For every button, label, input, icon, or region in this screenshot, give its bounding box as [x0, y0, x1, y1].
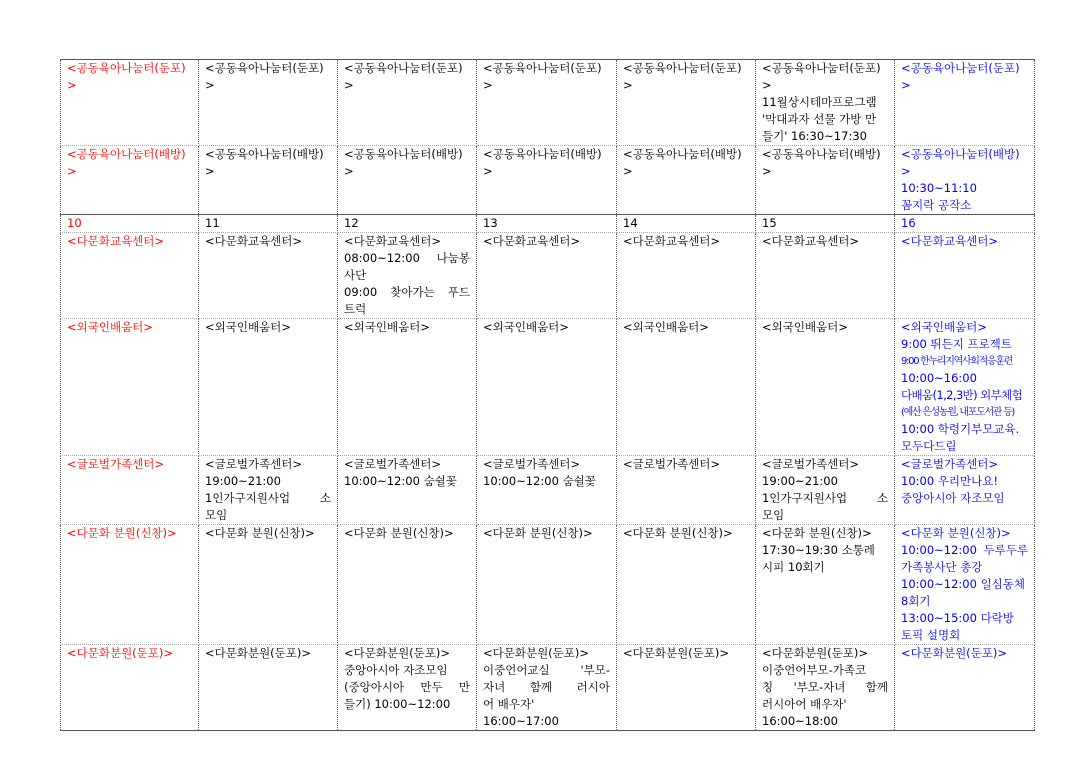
event-text: 가족봉사단 총강	[901, 560, 983, 574]
cell-monday	[199, 60, 338, 146]
cell-saturday	[895, 215, 1035, 233]
cell-heading: 16	[901, 216, 916, 230]
date-row	[61, 215, 1035, 233]
cell-heading: <공동육아나눔터(배방)>	[205, 147, 324, 178]
cell-thursday	[617, 60, 756, 146]
cell-monday	[199, 146, 338, 215]
event-text: 중앙아시아 자조모임	[901, 491, 1005, 505]
cell-tuesday	[338, 146, 477, 215]
event-text: 16:00~17:00	[483, 714, 559, 728]
cell-heading: <글로벌가족센터>	[205, 457, 303, 471]
cell-heading: <다문화분원(둔포)>	[483, 646, 590, 660]
cell-tuesday	[338, 215, 477, 233]
cell-heading: <공동육아나눔터(배방)>	[623, 147, 742, 178]
event-text: 자녀 함께 러시아	[483, 680, 610, 694]
cell-heading: <공동육아나눔터(둔포)>	[67, 61, 186, 92]
event-text: 모임	[205, 508, 228, 522]
cell-heading: <외국인배움터>	[483, 320, 569, 334]
cell-tuesday	[338, 233, 477, 319]
calendar-table	[60, 59, 1035, 731]
event-text: 10:00~12:00 두루두루	[901, 543, 1028, 557]
cell-saturday	[895, 60, 1035, 146]
cell-sunday	[61, 146, 199, 215]
cell-saturday	[895, 456, 1035, 525]
cell-heading: <다문화교육센터>	[762, 234, 860, 248]
event-text: 다배움(1,2,3반) 외부체험	[901, 388, 1023, 402]
event-text: 9:00 뛰든지 프로젝트	[901, 337, 1012, 351]
cell-heading: <다문화분원(둔포)>	[762, 646, 869, 660]
cell-thursday	[617, 233, 756, 319]
cell-heading: <외국인배움터>	[67, 320, 153, 334]
cell-heading: <공동육아나눔터(둔포)>	[762, 61, 881, 92]
cell-monday	[199, 525, 338, 645]
cell-monday	[199, 319, 338, 456]
event-text: 10:00 학령기부모교육.	[901, 422, 1020, 436]
cell-heading: <다문화분원(둔포)>	[67, 646, 174, 660]
cell-sunday	[61, 215, 199, 233]
event-text: 사단	[344, 268, 367, 282]
cell-saturday	[895, 525, 1035, 645]
cell-heading: <글로벌가족센터>	[483, 457, 581, 471]
multicultural-education-row	[61, 233, 1035, 319]
cell-heading: <다문화분원(둔포)>	[623, 646, 730, 660]
cell-heading: <공동육아나눔터(배방)>	[483, 147, 602, 178]
cell-heading: <다문화 분원(신창)>	[67, 526, 177, 540]
event-text: 10:00~12:00 숨쉴꽃	[483, 474, 596, 488]
event-text: 10:00 우리만나요!	[901, 474, 998, 488]
calendar-body	[61, 60, 1035, 731]
cell-heading: 15	[762, 216, 777, 230]
cell-friday	[756, 233, 895, 319]
event-text: 이중언어교실 '부모-	[483, 663, 610, 677]
cell-heading: <글로벌가족센터>	[67, 457, 165, 471]
event-text: 꼼지락 공작소	[901, 198, 972, 212]
cell-wednesday	[477, 146, 617, 215]
cell-sunday	[61, 456, 199, 525]
cell-heading: <공동육아나눔터(둔포)>	[623, 61, 742, 92]
cell-tuesday	[338, 456, 477, 525]
cell-heading: <다문화 분원(신창)>	[205, 526, 315, 540]
event-text: '막대과자 선물 가방 만	[762, 112, 877, 126]
cell-monday	[199, 215, 338, 233]
event-text: 16:00~18:00	[762, 714, 838, 728]
cell-friday	[756, 146, 895, 215]
cell-heading: <다문화교육센터>	[205, 234, 303, 248]
cell-heading: <다문화교육센터>	[67, 234, 165, 248]
event-text: 19:00~21:00	[762, 474, 838, 488]
event-text: 들기' 16:30~17:30	[762, 129, 867, 143]
event-text: 9:00 한누리지역사회적응훈련	[901, 356, 1013, 367]
event-text: 10:30~11:10	[901, 181, 977, 195]
event-text: 17:30~19:30 소통레	[762, 543, 875, 557]
cell-monday	[199, 233, 338, 319]
event-text: 모두다드림	[901, 439, 957, 453]
branch-dunpo-row	[61, 645, 1035, 731]
event-text: 1인가구지원사업 소	[205, 491, 331, 505]
cell-heading: 12	[344, 216, 359, 230]
cell-heading: <외국인배움터>	[901, 320, 987, 334]
event-text: 1인가구지원사업 소	[762, 491, 888, 505]
cell-heading: <다문화분원(둔포)>	[205, 646, 312, 660]
cell-friday	[756, 645, 895, 731]
event-text: 칭 '부모-자녀 함께	[762, 680, 888, 694]
cell-sunday	[61, 60, 199, 146]
cell-heading: <다문화분원(둔포)>	[344, 646, 451, 660]
cell-heading: 11	[205, 216, 220, 230]
foreigner-learning-row	[61, 319, 1035, 456]
cell-wednesday	[477, 645, 617, 731]
cell-heading: 10	[67, 216, 82, 230]
event-text: 13:00~15:00 다락방	[901, 611, 1014, 625]
cell-saturday	[895, 146, 1035, 215]
cell-heading: <공동육아나눔터(둔포)>	[344, 61, 463, 92]
cell-wednesday	[477, 456, 617, 525]
event-text: 트럭	[344, 302, 367, 316]
cell-wednesday	[477, 215, 617, 233]
cell-friday	[756, 60, 895, 146]
cell-heading: <공동육아나눔터(둔포)>	[205, 61, 324, 92]
cell-heading: <다문화 분원(신창)>	[901, 526, 1011, 540]
cell-heading: <글로벌가족센터>	[623, 457, 721, 471]
event-text: 09:00 찾아가는 푸드	[344, 285, 470, 299]
cell-friday	[756, 215, 895, 233]
cell-thursday	[617, 319, 756, 456]
cell-heading: <다문화교육센터>	[901, 234, 999, 248]
cell-tuesday	[338, 319, 477, 456]
cell-monday	[199, 456, 338, 525]
event-text: (중앙아시아 만두 만	[344, 680, 470, 694]
cell-thursday	[617, 456, 756, 525]
cell-sunday	[61, 645, 199, 731]
cell-heading: <다문화분원(둔포)>	[901, 646, 1008, 660]
event-text: 10:00~16:00	[901, 371, 977, 385]
branch-sinchang-row	[61, 525, 1035, 645]
childcare-baebang-row	[61, 146, 1035, 215]
cell-sunday	[61, 233, 199, 319]
cell-sunday	[61, 525, 199, 645]
event-text: 어 배우자'	[483, 697, 535, 711]
cell-thursday	[617, 645, 756, 731]
event-text: 이중언어부모-가족코	[762, 663, 867, 677]
cell-wednesday	[477, 525, 617, 645]
event-text: 10:00~12:00 숨쉴꽃	[344, 474, 457, 488]
event-text: 러시아어 배우자'	[762, 697, 847, 711]
event-text: 19:00~21:00	[205, 474, 281, 488]
global-family-row	[61, 456, 1035, 525]
cell-heading: <다문화 분원(신창)>	[623, 526, 733, 540]
cell-thursday	[617, 215, 756, 233]
cell-friday	[756, 319, 895, 456]
event-text: 모임	[762, 508, 785, 522]
cell-wednesday	[477, 319, 617, 456]
cell-tuesday	[338, 525, 477, 645]
cell-heading: <다문화교육센터>	[344, 234, 442, 248]
cell-thursday	[617, 146, 756, 215]
cell-heading: <다문화교육센터>	[623, 234, 721, 248]
cell-heading: <외국인배움터>	[623, 320, 709, 334]
cell-heading: <외국인배움터>	[344, 320, 430, 334]
cell-heading: <글로벌가족센터>	[901, 457, 999, 471]
cell-heading: <다문화 분원(신창)>	[344, 526, 454, 540]
event-text: 08:00~12:00 나눔봉	[344, 251, 470, 265]
cell-wednesday	[477, 60, 617, 146]
cell-sunday	[61, 319, 199, 456]
cell-saturday	[895, 319, 1035, 456]
cell-heading: <다문화 분원(신창)>	[762, 526, 872, 540]
event-text: 들기) 10:00~12:00	[344, 697, 451, 711]
event-text: 11월상시테마프로그램	[762, 95, 877, 109]
childcare-dunpo-row	[61, 60, 1035, 146]
cell-saturday	[895, 645, 1035, 731]
cell-heading: <글로벌가족센터>	[762, 457, 860, 471]
event-text: 10:00~12:00 일심동체	[901, 577, 1026, 591]
cell-heading: <다문화 분원(신창)>	[483, 526, 593, 540]
event-text: 시피 10회기	[762, 560, 825, 574]
event-text: 토픽 설명회	[901, 628, 961, 642]
event-text: (예산 은성농원, 내포도서관 등)	[901, 407, 1015, 418]
cell-thursday	[617, 525, 756, 645]
event-text: 중앙아시아 자조모임	[344, 663, 448, 677]
cell-heading: 13	[483, 216, 498, 230]
cell-friday	[756, 525, 895, 645]
cell-saturday	[895, 233, 1035, 319]
cell-monday	[199, 645, 338, 731]
cell-wednesday	[477, 233, 617, 319]
cell-heading: <공동육아나눔터(둔포)>	[483, 61, 602, 92]
cell-heading: <공동육아나눔터(배방)>	[344, 147, 463, 178]
cell-heading: <공동육아나눔터(둔포)>	[901, 61, 1020, 92]
cell-heading: <글로벌가족센터>	[344, 457, 442, 471]
cell-heading: <외국인배움터>	[762, 320, 848, 334]
cell-tuesday	[338, 645, 477, 731]
event-text: 8회기	[901, 594, 931, 608]
cell-heading: <공동육아나눔터(배방)>	[901, 147, 1020, 178]
cell-heading: <외국인배움터>	[205, 320, 291, 334]
cell-heading: <다문화교육센터>	[483, 234, 581, 248]
cell-heading: <공동육아나눔터(배방)>	[67, 147, 186, 178]
cell-tuesday	[338, 60, 477, 146]
cell-heading: <공동육아나눔터(배방)>	[762, 147, 881, 178]
cell-heading: 14	[623, 216, 638, 230]
cell-friday	[756, 456, 895, 525]
